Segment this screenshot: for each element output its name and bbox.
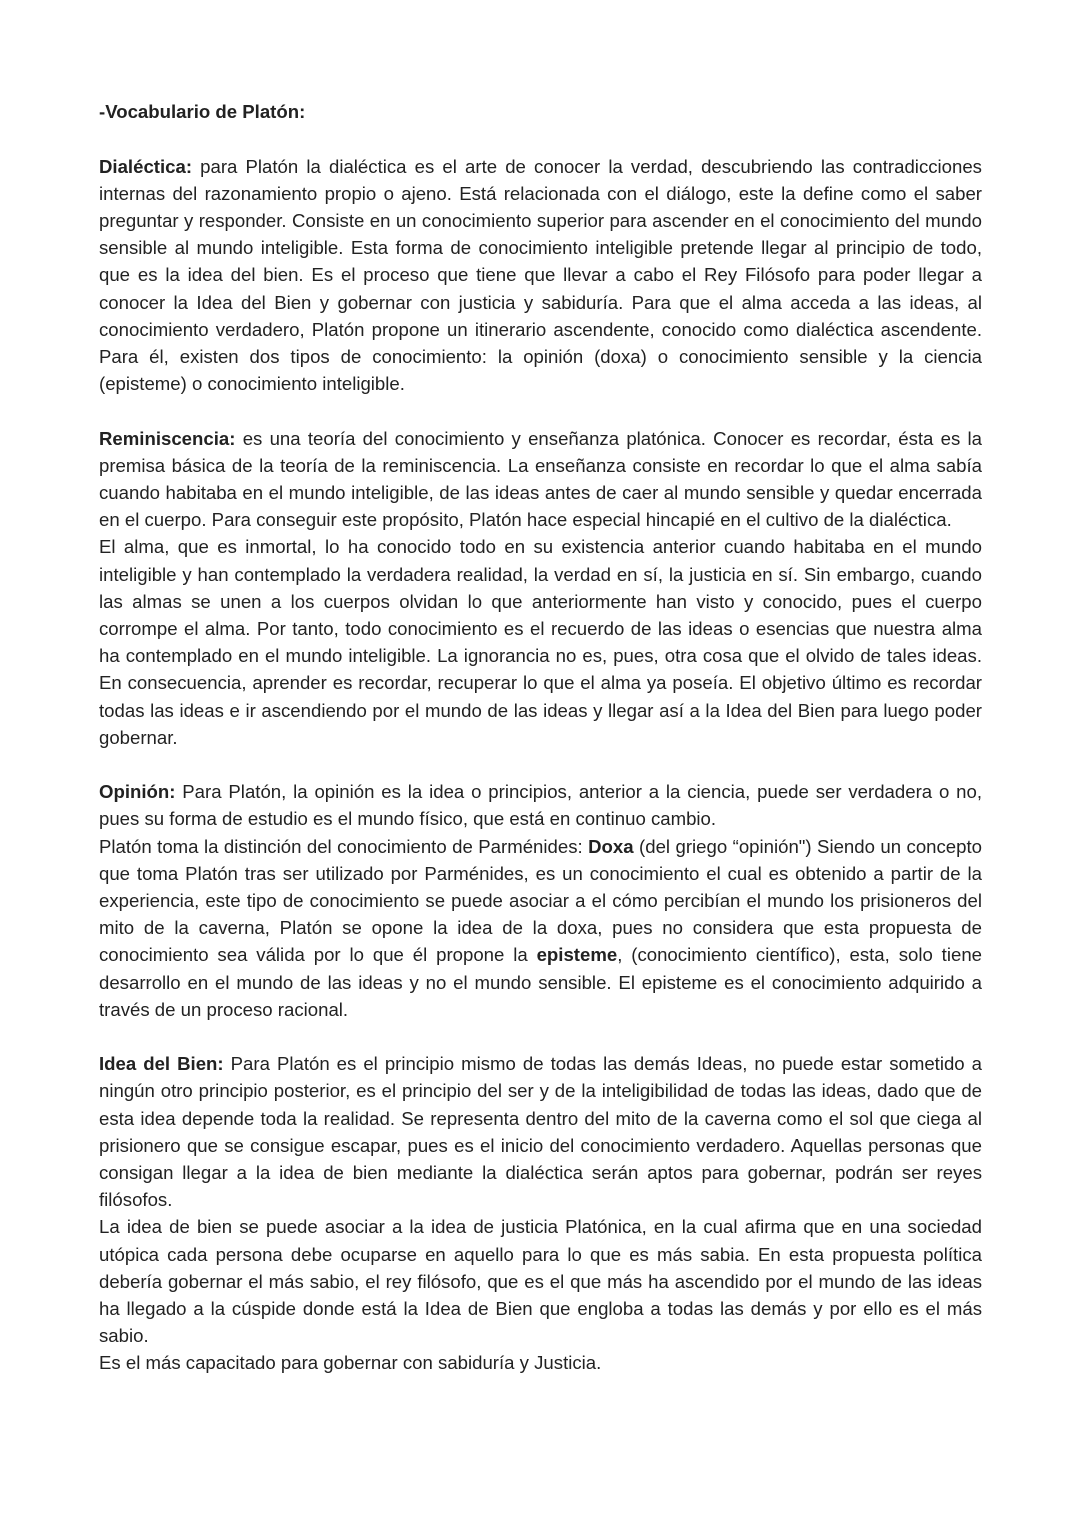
paragraph-text: Para Platón es el principio mismo de todas las demás Ideas, no puede estar sometido a ningún otro principio posterior, es el principio del ser y de la inteligibilidad de todas las ideas, dado que de esta idea depende toda la realidad. Se representa dentro del mito de la caverna como el sol que ciega al prisionero que se consigue escapar, pues es el inicio del conocimiento verdadero. Aquellas personas que consigan llegar a la idea de bien mediante la dialéctica serán aptos para gobernar, podrán ser reyes filósofos. [99,1053,982,1211]
paragraph [99,153,982,398]
bold-term-episteme: episteme [536,944,618,966]
paragraph [99,833,982,1023]
term-heading: Opinión: [99,781,176,803]
section-idea-del-bien [99,1050,982,1376]
paragraph [99,1050,982,1213]
paragraph-text: Platón toma la distinción del conocimiento de Parménides: [99,835,589,857]
section-dialectica [99,153,982,398]
section-opinion [99,778,982,1023]
document-body [99,98,982,1404]
term-heading: Dialéctica: [99,155,193,177]
paragraph [99,778,982,832]
paragraph-text: para Platón la dialéctica es el arte de conocer la verdad, descubriendo las contradicciones internas del razonamiento propio o ajeno. Está relacionada con el diálogo, este la define como el saber preguntar y responder. Consiste en un conocimiento superior para ascender en el conocimiento del mundo sensible al mundo inteligible. Esta forma de conocimiento inteligible pretende llegar al principio de todo, que es la idea del bien. Es el proceso que tiene que llevar a cabo el Rey Filósofo para poder llegar a conocer la Idea del Bien y gobernar con justicia y sabiduría. Para que el alma acceda a las ideas, al conocimiento verdadero, Platón propone un itinerario ascendente, conocido como dialéctica ascendente. Para él, existen dos tipos de conocimiento: la opinión (doxa) o conocimiento sensible y la ciencia (episteme) o conocimiento inteligible. [99,155,982,395]
paragraph: La idea de bien se puede asociar a la idea de justicia Platónica, en la cual afirma que en una sociedad utópica cada persona debe ocuparse en aquello para lo que es más sabia. En esta propuesta política debería gobernar el más sabio, el rey filósofo, que es el que más ha ascendido por el mundo de las ideas ha llegado a la cúspide donde está la Idea de Bien que engloba a todas las demás y por ello es el más sabio. [99,1216,982,1347]
paragraph: Es el más capacitado para gobernar con sabiduría y Justicia. [99,1352,602,1374]
paragraph-text: (del griego “opinión") Siendo un concepto que toma Platón tras ser utilizado por Parménides, es un conocimiento el cual es obtenido a partir de la experiencia, este tipo de conocimiento se puede asociar a el cómo percibían el mundo los prisioneros del mito de la caverna, Platón se opone la idea de la doxa, pues no considera que esta propuesta de conocimiento sea válida por lo que él propone la [99,835,982,966]
document-title: -Vocabulario de Platón: [99,101,306,122]
paragraph-text: , (conocimiento científico), esta, solo tiene desarrollo en el mundo de las ideas y no el mundo sensible. El episteme es el conocimiento adquirido a través de un proceso racional. [99,944,983,1020]
bold-term-doxa: Doxa [588,835,634,857]
paragraph [99,425,982,534]
paragraph-text: es una teoría del conocimiento y enseñanza platónica. Conocer es recordar, ésta es la premisa básica de la teoría de la reminiscencia. La enseñanza consiste en recordar lo que el alma sabía cuando habitaba en el mundo inteligible, de las ideas antes de caer al mundo sensible y quedar encerrada en el cuerpo. Para conseguir este propósito, Platón hace especial hincapié en el cultivo de la dialéctica. [99,427,983,531]
term-heading: Reminiscencia: [99,427,236,449]
paragraph-text: Para Platón, la opinión es la idea o principios, anterior a la ciencia, puede ser verdadera o no, pues su forma de estudio es el mundo físico, que está en continuo cambio. [99,781,982,830]
section-reminiscencia [99,425,982,751]
term-heading: Idea del Bien: [99,1053,224,1075]
paragraph: El alma, que es inmortal, lo ha conocido todo en su existencia anterior cuando habitaba en el mundo inteligible y han contemplado la verdadera realidad, la verdad en sí, la justicia en sí. Sin embargo, cuando las almas se unen a los cuerpos olvidan lo que anteriormente han visto y conocido, pues el cuerpo corrompe el alma. Por tanto, todo conocimiento es el recuerdo de las ideas o esencias que nuestra alma ha contemplado en el mundo inteligible. La ignorancia no es, pues, otra cosa que el olvido de tales ideas. En consecuencia, aprender es recordar, recuperar lo que el alma ya poseía. El objetivo último es recordar todas las ideas e ir ascendiendo por el mundo de las ideas y llegar así a la Idea del Bien para luego poder gobernar. [99,536,982,748]
